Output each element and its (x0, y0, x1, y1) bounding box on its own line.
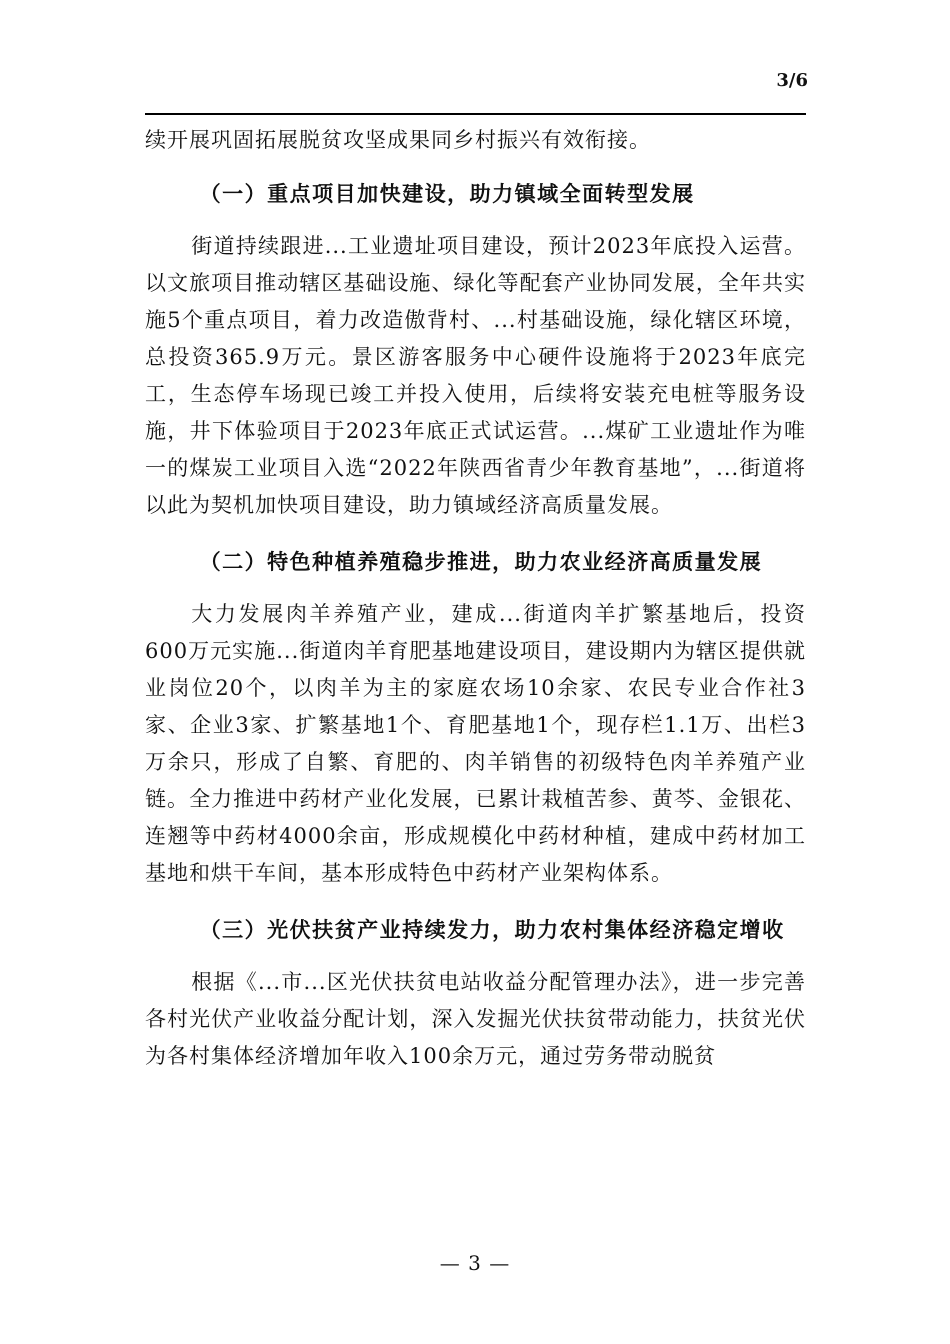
section-1-heading: （一）重点项目加快建设，助力镇域全面转型发展 (199, 181, 695, 206)
section-2-heading: （二）特色种植养殖稳步推进，助力农业经济高质量发展 (199, 549, 763, 574)
section-1-paragraph: 街道持续跟进...工业遗址项目建设，预计2023年底投入运营。以文旅项目推动辖区基础设施、绿化等配套产业协同发展，全年共实施5个重点项目，着力改造傲背村、...村基础设施，绿化辖区环境，总投资365.9万元。景区游客服务中心硬件设施将于2023年底完工，生态停车场现已竣工并投入使用，后续将安装充电桩等服务设施，井下体验项目于2023年底正式试运营。...煤矿工业遗址作为唯一的煤炭工业项目入选“2022年陕西省青少年教育基地”，...街道将以此为契机加快项目建设，助力镇域经济高质量发展。 (145, 234, 806, 517)
page-indicator: 3/6 (776, 70, 808, 91)
section-2-paragraph: 大力发展肉羊养殖产业，建成...街道肉羊扩繁基地后，投资600万元实施...街道肉羊育肥基地建设项目，建设期内为辖区提供就业岗位20个，以肉羊为主的家庭农场10余家、农民专业合作社3家、企业3家、扩繁基地1个、育肥基地1个，现存栏1.1万、出栏3万余只，形成了自繁、育肥的、肉羊销售的初级特色肉羊养殖产业链。全力推进中药材产业化发展，已累计栽植苦参、黄芩、金银花、连翘等中药材4000余亩，形成规模化中药材种植，建成中药材加工基地和烘干车间，基本形成特色中药材产业架构体系。 (145, 602, 806, 885)
section-3-heading: （三）光伏扶贫产业持续发力，助力农村集体经济稳定增收 (199, 917, 785, 942)
intro-continuation-paragraph: 续开展巩固拓展脱贫攻坚成果同乡村振兴有效衔接。 (145, 128, 651, 152)
section-3-paragraph: 根据《...市...区光伏扶贫电站收益分配管理办法》，进一步完善各村光伏产业收益分配计划，深入发掘光伏扶贫带动能力，扶贫光伏为各村集体经济增加年收入100余万元，通过劳务带动脱贫 (145, 970, 806, 1068)
document-body (145, 122, 806, 1075)
header-divider (145, 113, 806, 115)
footer-page-number: — 3 — (439, 1251, 511, 1275)
